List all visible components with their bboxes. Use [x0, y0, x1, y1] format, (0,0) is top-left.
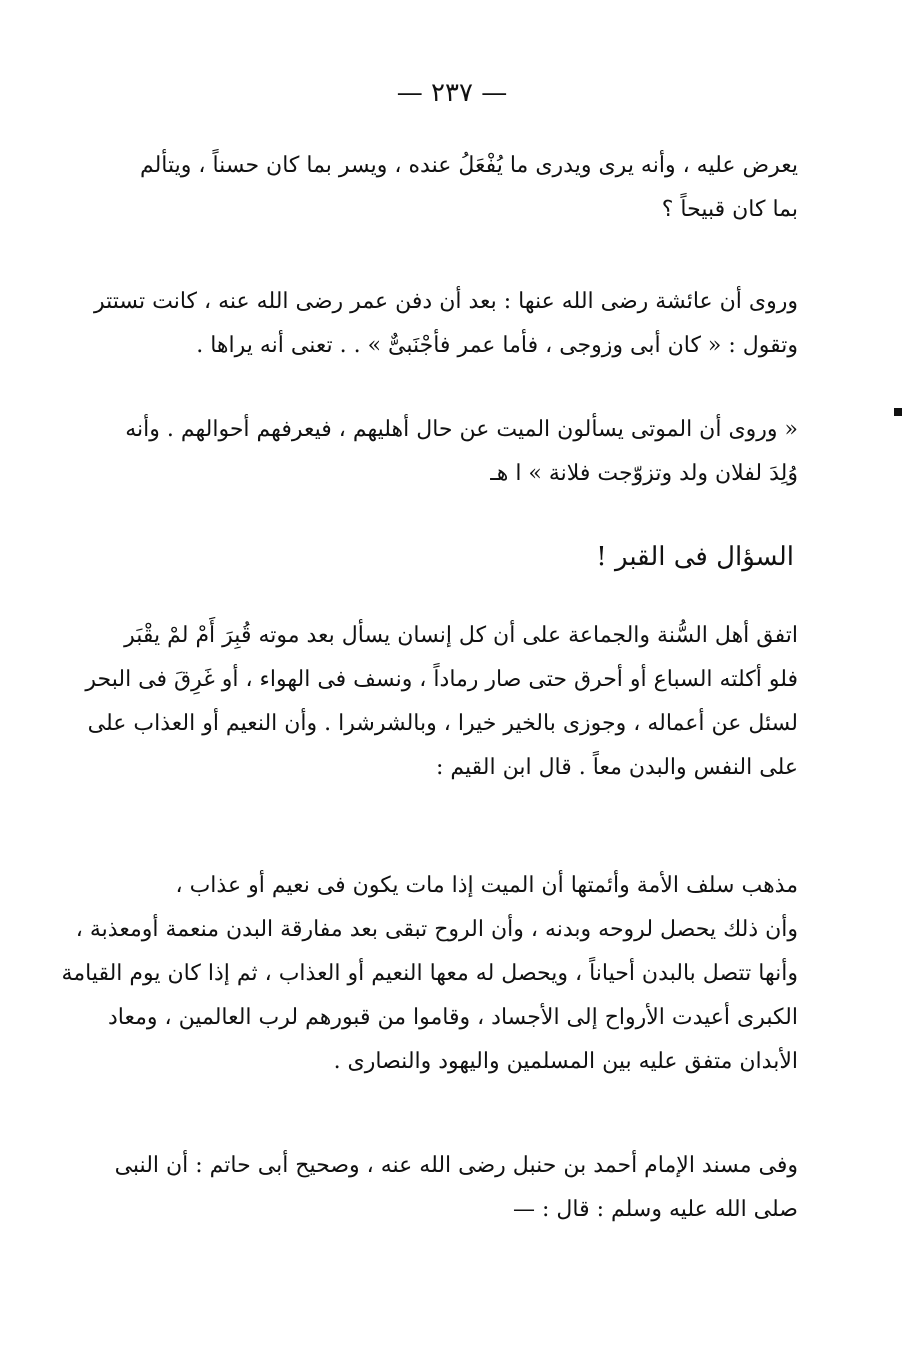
text-line: الكبرى أعيدت الأرواح إلى الأجساد ، وقاموا من قبورهم لرب العالمين ، ومعاد [107, 1005, 798, 1030]
text-line: وروى أن عائشة رضى الله عنها : بعد أن دفن عمر رضى الله عنه ، كانت تستتر [93, 289, 798, 314]
text-line: مذهب سلف الأمة وأئمتها أن الميت إذا مات يكون فى نعيم أو عذاب ، [175, 873, 798, 898]
text-line: الأبدان متفق عليه بين المسلمين واليهود والنصارى . [333, 1049, 798, 1074]
text-line: وُلِدَ لفلان ولد وتزوّجت فلانة » ا هـ [490, 461, 798, 486]
paragraph-5 [61, 864, 798, 1084]
page-number: — ٢٣٧ — [396, 78, 508, 108]
section-heading: السؤال فى القبر ! [596, 542, 794, 572]
text-line: وتقول : « كان أبى وزوجى ، فأما عمر فأجْنَبىٌّ » . . تعنى أنه يراها . [196, 333, 798, 358]
paragraph-4 [85, 614, 798, 790]
paragraph-1 [139, 144, 798, 232]
text-line: اتفق أهل السُّنة والجماعة على أن كل إنسان يسأل بعد موته قُبِرَ أَمْ لمْ يقْبَر [124, 623, 798, 648]
paragraph-2 [93, 280, 798, 368]
margin-mark [894, 408, 902, 416]
text-line: وأنها تتصل بالبدن أحياناً ، ويحصل له معها النعيم أو العذاب ، ثم إذا كان يوم القيامة [61, 961, 798, 986]
text-line: وأن ذلك يحصل لروحه وبدنه ، وأن الروح تبقى بعد مفارقة البدن منعمة أومعذبة ، [75, 917, 798, 942]
text-line: صلى الله عليه وسلم : قال : — [512, 1197, 798, 1222]
paragraph-3 [125, 408, 798, 496]
text-line: بما كان قبيحاً ؟ [661, 197, 798, 222]
text-line: لسئل عن أعماله ، وجوزى بالخير خيرا ، وبالشرشرا . وأن النعيم أو العذاب على [87, 711, 798, 736]
text-line: وفى مسند الإمام أحمد بن حنبل رضى الله عنه ، وصحيح أبى حاتم : أن النبى [114, 1153, 798, 1178]
paragraph-6 [114, 1144, 798, 1232]
text-line: « وروى أن الموتى يسألون الميت عن حال أهليهم ، فيعرفهم أحوالهم . وأنه [125, 417, 798, 442]
text-line: فلو أكلته السباع أو أحرق حتى صار رماداً ، ونسف فى الهواء ، أو غَرِقَ فى البحر [85, 667, 798, 692]
text-line: يعرض عليه ، وأنه يرى ويدرى ما يُفْعَلُ عنده ، ويسر بما كان حسناً ، ويتألم [139, 153, 798, 178]
text-line: على النفس والبدن معاً . قال ابن القيم : [435, 755, 798, 780]
